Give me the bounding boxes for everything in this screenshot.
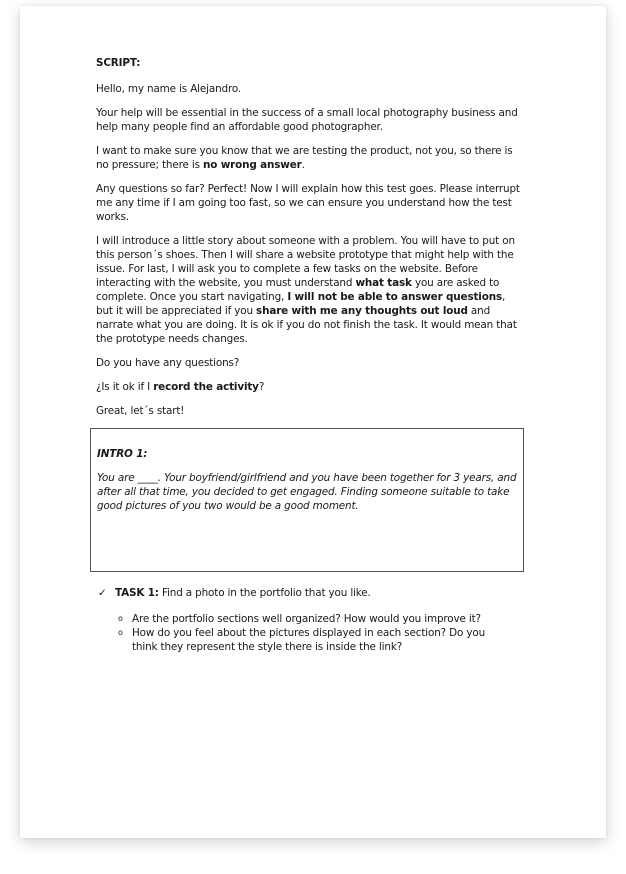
list-item — [118, 612, 524, 626]
circle-bullet-icon: o — [118, 614, 123, 623]
checkmark-icon: ✓ — [98, 587, 107, 599]
record-bold: record the activity — [153, 381, 259, 393]
task-item — [98, 586, 524, 600]
story-text-1: I will introduce a little story about someone with a problem. You will have to put on this person´s shoes. Then I will share a website prototype that might help with the issue. For last, I will ask you to complete a few tasks on the website. Before interacting with the website, you must understand — [96, 235, 515, 289]
record-paragraph — [96, 380, 524, 394]
story-text-2: you are asked to complete. Once you start navigating, — [96, 277, 500, 303]
questions-paragraph: Any questions so far? Perfect! Now I will explain how this test goes. Please interrupt me any time if I am going too fast, so we can ensure you understand how the test works. — [96, 183, 520, 223]
pressure-end: . — [301, 159, 305, 171]
start-paragraph: Great, let´s start! — [96, 405, 185, 417]
story-text-3: , but it will be appreciated if you — [96, 291, 506, 317]
pressure-paragraph — [96, 144, 524, 172]
help-paragraph: Your help will be essential in the success of a small local photography business and help many people find an affordable good photographer. — [96, 107, 518, 133]
intro-title: INTRO 1: — [97, 448, 148, 460]
task-text — [115, 586, 371, 600]
task-description: Find a photo in the portfolio that you like. — [158, 587, 371, 599]
story-bold-3: share with me any thoughts out loud — [256, 305, 468, 317]
task-question: Are the portfolio sections well organized? How would you improve it? — [132, 613, 481, 625]
pressure-bold: no wrong answer — [203, 159, 302, 171]
story-text-4: and narrate what you are doing. It is ok if you do not finish the task. It would mean that the prototype needs changes. — [96, 305, 517, 345]
any-questions-paragraph: Do you have any questions? — [96, 357, 240, 369]
task-question: How do you feel about the pictures displayed in each section? Do you think they represent the style there is inside the link? — [132, 627, 486, 653]
greeting-paragraph: Hello, my name is Alejandro. — [96, 83, 242, 95]
pressure-text: I want to make sure you know that we are testing the product, not you, so there is no pressure; there is — [96, 145, 513, 171]
circle-bullet-icon: o — [118, 628, 123, 637]
script-heading: SCRIPT: — [96, 57, 141, 69]
list-item — [118, 626, 524, 654]
story-bold-2: I will not be able to answer questions — [287, 291, 502, 303]
task-label: TASK 1: — [115, 587, 159, 599]
intro-box — [90, 428, 524, 572]
document-page — [20, 6, 606, 838]
document-content — [96, 56, 524, 654]
story-bold-1: what task — [355, 277, 412, 289]
record-end: ? — [258, 381, 265, 393]
task-questions-list — [118, 612, 524, 654]
intro-text: You are ____. Your boyfriend/girlfriend and you have been together for 3 years, and after all that time, you decided to get engaged. Finding someone suitable to take good pictures of you two would be a good moment. — [97, 472, 517, 512]
story-paragraph — [96, 234, 524, 346]
record-text: ¿Is it ok if I — [96, 381, 154, 393]
